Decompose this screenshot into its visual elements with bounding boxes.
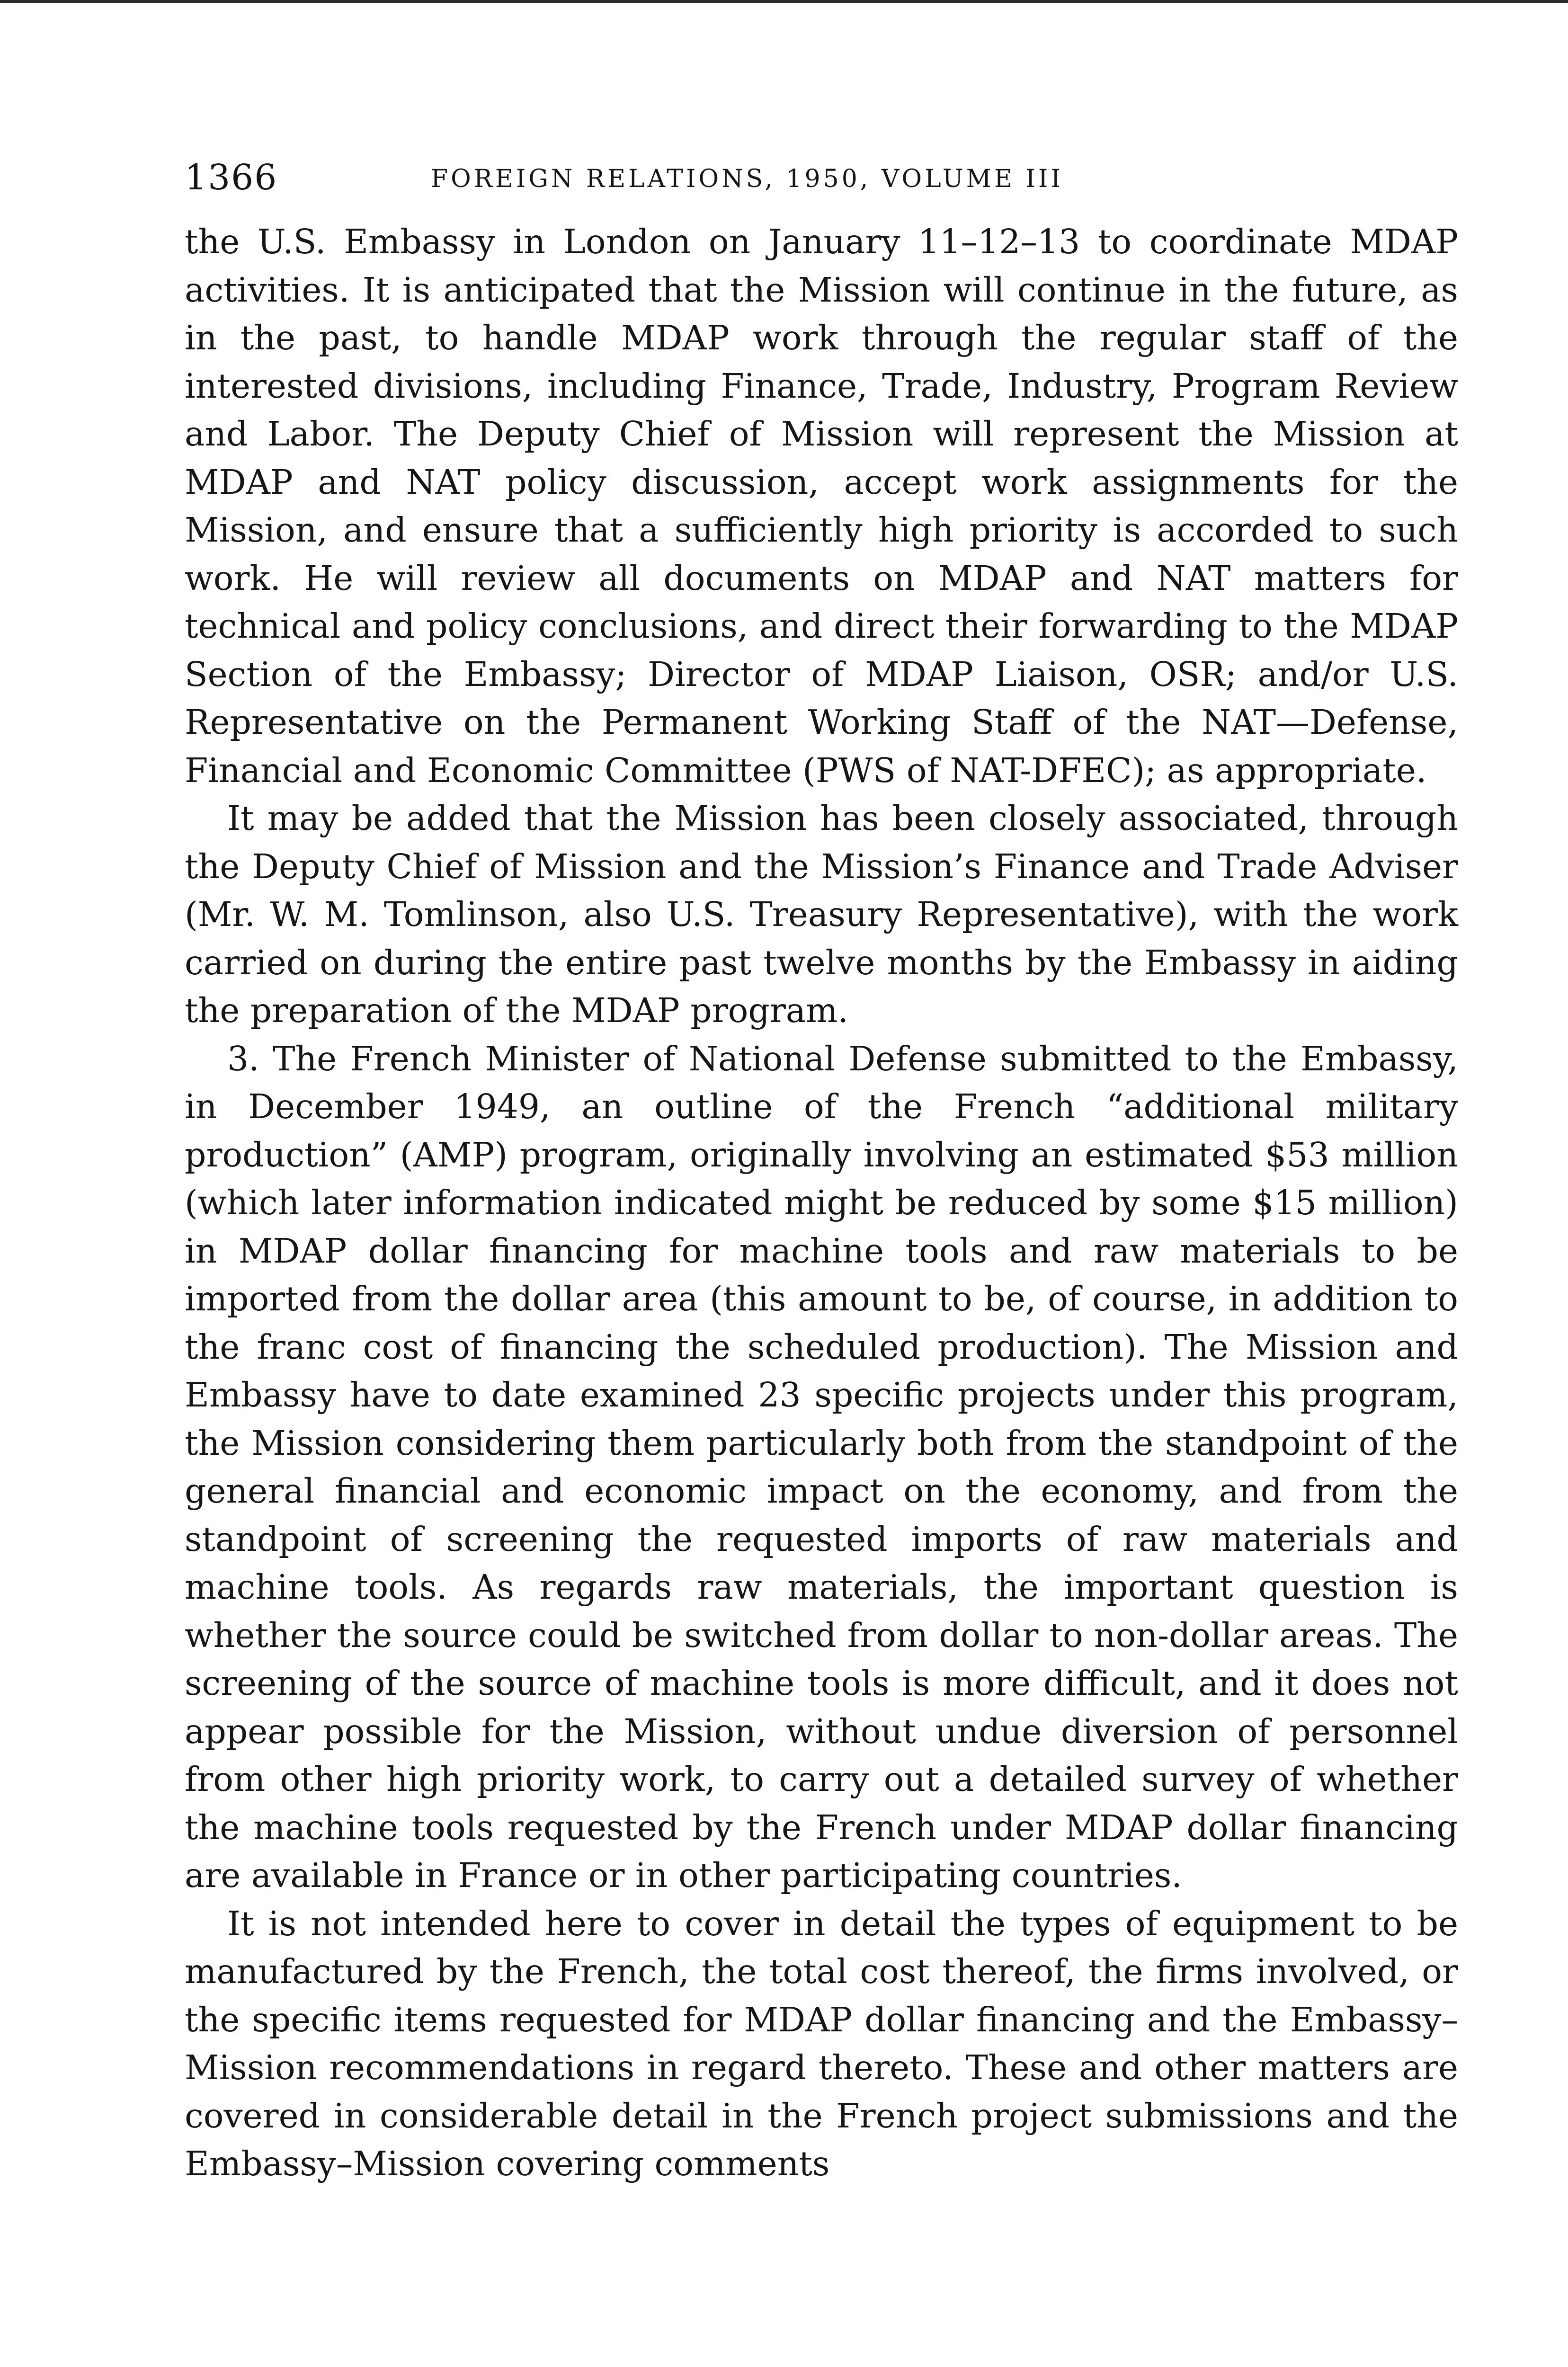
- page-number: 1366: [185, 157, 278, 198]
- paragraph-continuation: the U.S. Embassy in London on January 11–12–13 to coordinate MDAP activities. It is anticipated that the Mission will continue in the future, as in the past, to handle MDAP work through the regular staff of the interested divisions, including Finance, Trade, Industry, Program Review and Labor. The Deputy Chief of Mission will represent the Mission at MDAP and NAT policy discussion, accept work assignments for the Mission, and ensure that a sufficiently high priority is accorded to such work. He will review all documents on MDAP and NAT matters for technical and policy conclusions, and direct their forwarding to the MDAP Section of the Embassy; Director of MDAP Liaison, OSR; and/or U.S. Representative on the Permanent Working Staff of the NAT—Defense, Financial and Economic Committee (PWS of NAT-DFEC); as appropriate.: [185, 222, 1458, 790]
- running-title: FOREIGN RELATIONS, 1950, VOLUME III: [431, 165, 1063, 193]
- page-header: [185, 156, 1458, 208]
- top-page-rule: [0, 0, 1568, 3]
- body-text: [185, 218, 1458, 2188]
- document-page: [185, 156, 1458, 2188]
- paragraph-mission-association: It may be added that the Mission has been closely associated, through the Deputy Chief of Mission and the Mission’s Finance and Trade Adviser (Mr. W. M. Tomlinson, also U.S. Treasury Representative), with the work carried on during the entire past twelve months by the Embassy in aiding the preparation of the MDAP program.: [185, 799, 1458, 1030]
- paragraph-amp-program: 3. The French Minister of National Defense submitted to the Embassy, in December 1949, an outline of the French “additional military production” (AMP) program, originally involving an estimated $53 million (which later information indicated might be reduced by some $15 million) in MDAP dollar financing for machine tools and raw materials to be imported from the dollar area (this amount to be, of course, in addition to the franc cost of financing the scheduled production). The Mission and Embassy have to date examined 23 specific projects under this program, the Mission considering them particularly both from the standpoint of the general financial and economic impact on the economy, and from the standpoint of screening the requested imports of raw materials and machine tools. As regards raw materials, the important question is whether the source could be switched from dollar to non-dollar areas. The screening of the source of machine tools is more difficult, and it does not appear possible for the Mission, without undue diversion of personnel from other high priority work, to carry out a detailed survey of whether the machine tools requested by the French under MDAP dollar financing are available in France or in other participating countries.: [185, 1039, 1458, 1895]
- paragraph-equipment-details: It is not intended here to cover in detail the types of equipment to be manufactured by the French, the total cost thereof, the firms involved, or the specific items requested for MDAP dollar financing and the Embassy–Mission recommendations in regard thereto. These and other matters are covered in considerable detail in the French project submissions and the Embassy–Mission covering comments: [185, 1904, 1458, 2183]
